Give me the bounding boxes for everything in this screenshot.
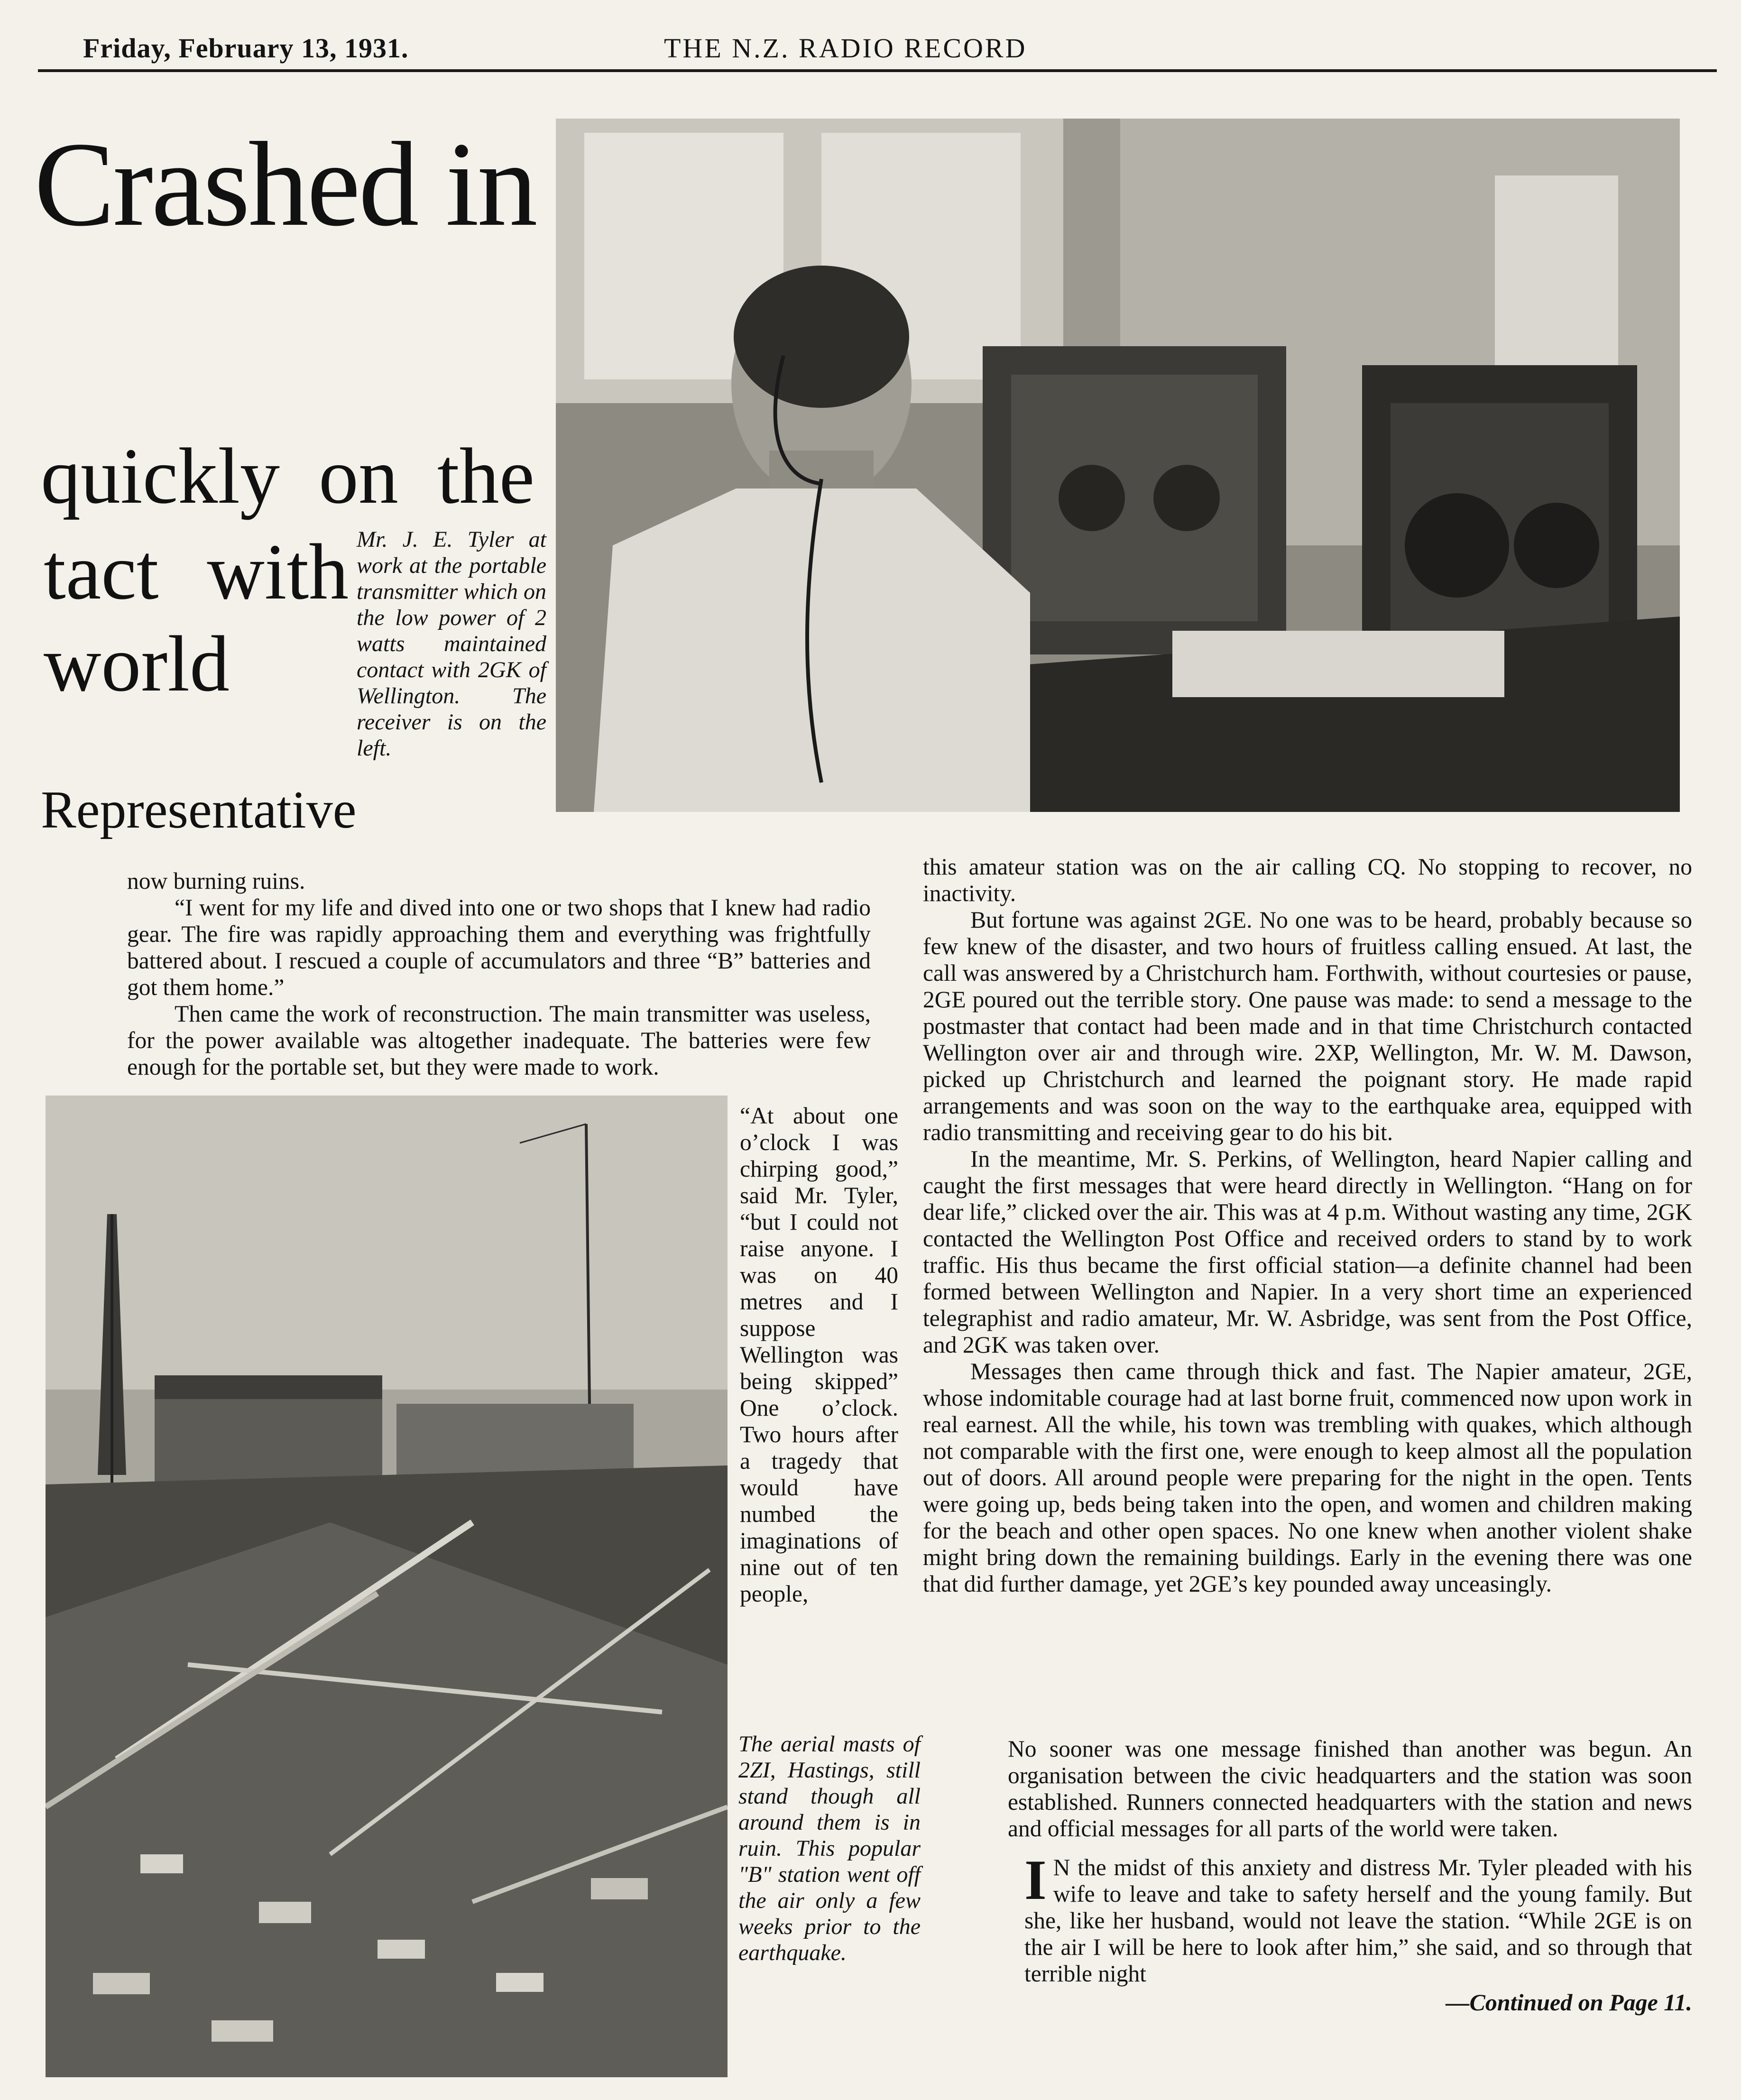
drop-cap: I: [1024, 1848, 1047, 1911]
right-column: [923, 854, 1692, 1597]
photo-radio-operator: [556, 119, 1680, 812]
right-paragraph-5: No sooner was one message finished than another was begun. An organisation between the civic headquarters and the station was soon established. Runners connected headquarters with the station and news and official messages for all parts of the world were taken.: [1008, 1736, 1692, 1842]
right-paragraph-2: But fortune was against 2GE. No one was to be heard, probably because so few knew of the disaster, and two hours of fruitless calling ensued. At last, the call was answered by a Christchurch ham. Forthwith, without courtesies or pause, 2GE poured out the terrible story. One pause was made: to send a message to the postmaster that contact had been made and in that time Christchurch contacted Wellington over air and through wire. 2XP, Wellington, Mr. W. M. Dawson, picked up Christchurch and learned the poignant story. He made rapid arrangements and was soon on the way to the earthquake area, equipped with radio transmitting and receiving gear to do his bit.: [923, 907, 1692, 1145]
headline-line-4: world: [44, 620, 230, 708]
right-paragraph-6: N the midst of this anxiety and distress Mr. Tyler pleaded with his wife to leave and take to safety herself and the young family. But she, like her husband, would not leave the station. “While 2GE is on the air I will be here to look after him,” she said, and so through that terrible night: [1024, 1854, 1692, 1987]
headline-line-5: Representative: [41, 781, 357, 839]
headline-line-2: quickly on the: [41, 432, 535, 520]
right-column-final: [1024, 1848, 1692, 2016]
right-paragraph-4: Messages then came through thick and fast. The Napier amateur, 2GE, whose indomitable courage had at last borne fruit, commenced now upon work in real earnest. All the while, his town was trembling with quakes, which although not comparable with the first one, were enough to keep almost all the population out of doors. All around people were preparing for the night in the open. Tents were going up, beds being taken into the open, and women and children making for the beach and other open spaces. No one knew when another violent shake might bring down the remaining buildings. Early in the evening there was one that did further damage, yet 2GE’s key pounded away unceasingly.: [923, 1358, 1692, 1597]
issue-date: Friday, February 13, 1931.: [83, 33, 409, 64]
left-paragraph-2: “I went for my life and dived into one or two shops that I knew had radio gear. The fire was rapidly approaching them and everything was frightfully battered about. I rescued a couple of accumulators and three “B” batteries and got them home.”: [127, 894, 871, 1000]
bottom-photo-caption: The aerial masts of 2ZI, Hastings, still stand though all around them is in ruin. This popular "B" station went off the air only a few weeks prior to the earthquake.: [738, 1732, 921, 1965]
masthead: THE N.Z. RADIO RECORD: [664, 33, 1027, 64]
headline-line-1: Crashed in: [34, 118, 536, 251]
left-narrow-column: “At about one o’clock I was chirping good,” said Mr. Tyler, “but I could not raise anyone. I was on 40 metres and I suppose Wellington was being skipped” One o’clock. Two hours after a tragedy that would have numbed the imaginations of nine out of ten people,: [740, 1103, 898, 1607]
left-paragraph-1: now burning ruins.: [127, 868, 305, 894]
top-photo-caption: Mr. J. E. Tyler at work at the portable transmitter which on the low power of 2 watts maintained contact with 2GK of Wellington. The receiver is on the left.: [357, 527, 547, 761]
right-column-indented: [1008, 1736, 1692, 1842]
right-paragraph-3: In the meantime, Mr. S. Perkins, of Wellington, heard Napier calling and caught the first messages that were heard directly in Wellington. “Hang on for dear life,” clicked over the air. This was at 4 p.m. Without wasting any time, 2GK contacted the Wellington Post Office and received orders to stand by to work traffic. His thus became the first official station—a definite channel had been formed between Wellington and Napier. In a very short time an experienced telegraphist and radio amateur, Mr. W. Asbridge, was sent from the Post Office, and 2GK was taken over.: [923, 1146, 1692, 1358]
header-rule: [38, 69, 1717, 72]
photo-earthquake-ruins: [46, 1096, 728, 2077]
left-column-top: [127, 868, 871, 1080]
right-paragraph-1: this amateur station was on the air calling CQ. No stopping to recover, no inactivity.: [923, 854, 1692, 906]
left-paragraph-3: Then came the work of reconstruction. The main transmitter was useless, for the power available was altogether inadequate. The batteries were few enough for the portable set, but they were made to work.: [127, 1001, 871, 1080]
headline-line-3: tact with: [44, 528, 349, 616]
continued-note: —Continued on Page 11.: [1446, 1989, 1692, 2016]
